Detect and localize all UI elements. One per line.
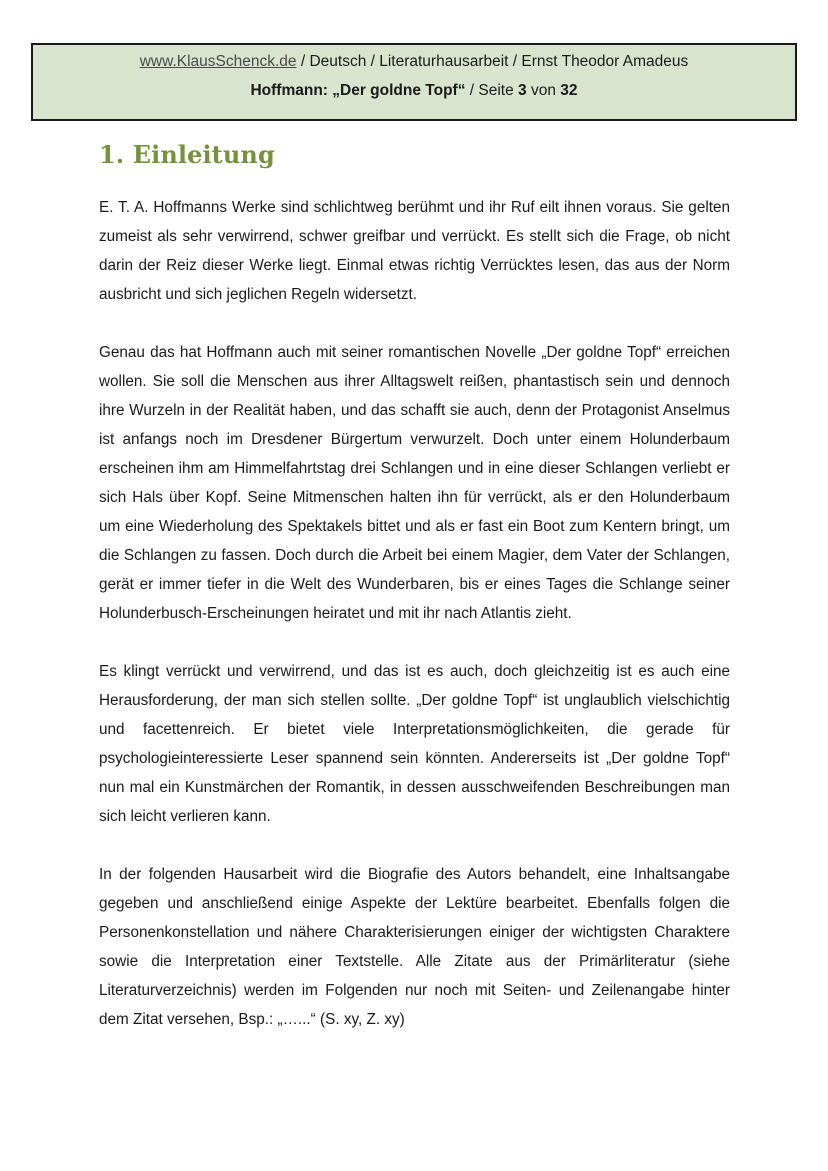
paragraph-4: In der folgenden Hausarbeit wird die Biografie des Autors behandelt, eine Inhaltsangabe gegeben und anschließend einige Aspekte der Lektüre bearbeitet. Ebenfalls folgen die Personenkonstellation und nähere Charakterisierungen einiger der wichtigsten Charaktere sowie die Interpretation einer Textstelle. Alle Zitate aus der Primärliteratur (siehe Literaturverzeichnis) werden im Folgenden nur noch mit Seiten- und Zeilenangabe hinter dem Zitat versehen, Bsp.: „…...“ (S. xy, Z. xy) (99, 866, 730, 1028)
paragraph-3: Es klingt verrückt und verwirrend, und das ist es auch, doch gleichzeitig ist es auch eine Herausforderung, der man sich stellen sollte. „Der goldne Topf“ ist unglaublich vielschichtig und facettenreich. Er bietet viele Interpretationsmöglichkeiten, die gerade für psychologieinteressierte Leser spannend sein könnten. Andererseits ist „Der goldne Topf“ nun mal ein Kunstmärchen der Romantik, in dessen ausschweifenden Beschreibungen man sich leicht verlieren kann. (99, 663, 730, 825)
header-breadcrumb: / Deutsch / Literaturhausarbeit / Ernst Theodor Amadeus (296, 53, 689, 70)
site-link[interactable]: www.KlausSchenck.de (139, 53, 297, 70)
section-title: 1. Einleitung (99, 140, 275, 169)
header-page-total: 32 (560, 82, 578, 99)
paragraph-1: E. T. A. Hoffmanns Werke sind schlichtweg berühmt und ihr Ruf eilt ihnen voraus. Sie gelten zumeist als sehr verwirrend, schwer greifbar und verrückt. Es stellt sich die Frage, ob nicht darin der Reiz dieser Werke liegt. Einmal etwas richtig Verrücktes lesen, das aus der Norm ausbricht und sich jeglichen Regeln widersetzt. (99, 199, 730, 303)
body-text (99, 193, 730, 1063)
header-page-prefix: / Seite (465, 82, 519, 99)
header-page-of: von (526, 82, 561, 99)
header-page-current: 3 (518, 82, 527, 99)
paragraph-2: Genau das hat Hoffmann auch mit seiner romantischen Novelle „Der goldne Topf“ erreichen wollen. Sie soll die Menschen aus ihrer Alltagswelt reißen, phantastisch sein und dennoch ihre Wurzeln in der Realität haben, und das schafft sie auch, denn der Protagonist Anselmus ist anfangs noch im Dresdener Bürgertum verwurzelt. Doch unter einem Holunderbaum erscheinen ihm am Himmelfahrtstag drei Schlangen und in eine dieser Schlangen verliebt er sich Hals über Kopf. Seine Mitmenschen halten ihn für verrückt, als er den Holunderbaum um eine Wiederholung des Spektakels bittet und als er fast ein Boot zum Kentern bringt, um die Schlangen zu fassen. Doch durch die Arbeit bei einem Magier, dem Vater der Schlangen, gerät er immer tiefer in die Welt des Wunderbaren, bis er eines Tages die Schlange seiner Holunderbusch-Erscheinungen heiratet und mit ihr nach Atlantis zieht. (99, 344, 730, 622)
page-header (31, 43, 797, 121)
header-line-2 (33, 77, 795, 105)
header-work-title: Hoffmann: „Der goldne Topf“ (250, 82, 466, 99)
header-line-1 (33, 48, 795, 76)
